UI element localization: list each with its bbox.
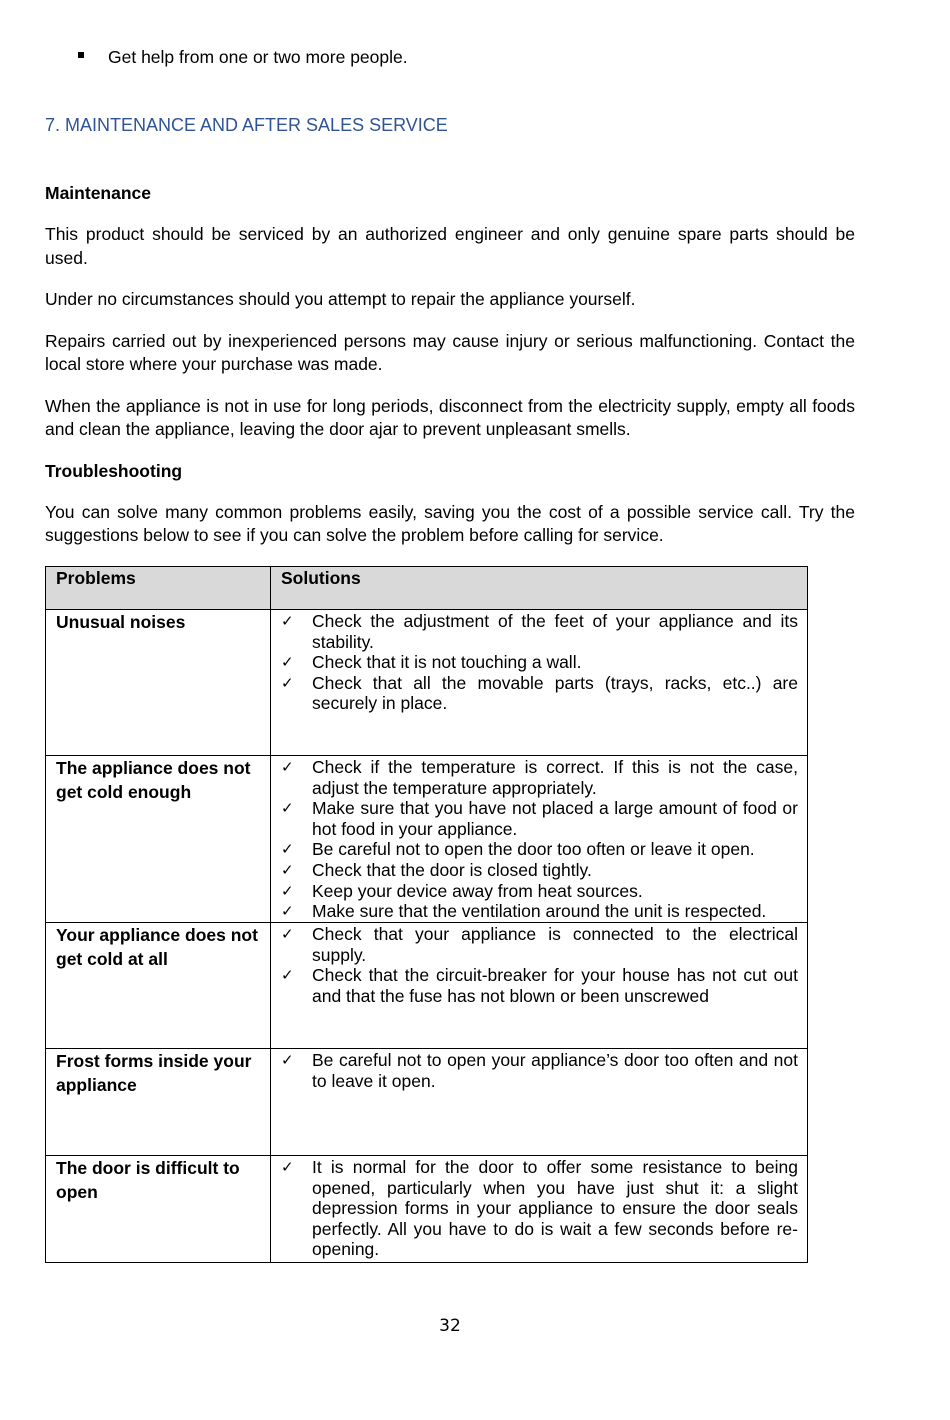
solution-item: ✓ Check that your appliance is connected to the electrical supply. (281, 924, 798, 965)
solution-item: ✓ Check if the temperature is correct. If this is not the case, adjust the temperature appropriately. (281, 757, 798, 798)
solution-item: ✓ Be careful not to open your appliance’s door too often and not to leave it open. (281, 1050, 798, 1091)
table-row (46, 610, 808, 756)
header-problems: Problems (46, 567, 271, 610)
header-solutions: Solutions (271, 567, 808, 610)
solution-item: ✓ Make sure that you have not placed a large amount of food or hot food in your appliance. (281, 798, 798, 839)
table-header-row (46, 567, 808, 610)
solution-item: ✓ Check that it is not touching a wall. (281, 652, 582, 673)
table-row (46, 1156, 808, 1263)
square-bullet-icon (78, 52, 84, 58)
check-icon: ✓ (281, 653, 294, 672)
solution-item: ✓ Make sure that the ventilation around the unit is respected. (281, 901, 767, 922)
solution-item: ✓ Check that the circuit-breaker for your house has not cut out and that the fuse has not blown or been unscrewed (281, 965, 798, 1006)
maintenance-heading: Maintenance (45, 183, 151, 203)
main-content (45, 182, 855, 566)
maintenance-paragraph: This product should be serviced by an authorized engineer and only genuine spare parts should be used. (45, 224, 855, 268)
solutions-list (271, 610, 807, 714)
check-icon: ✓ (281, 673, 294, 692)
solutions-cell (271, 1156, 808, 1263)
solution-item: ✓ It is normal for the door to offer some resistance to being opened, particularly when you have just shut it: a slight depression forms in your appliance to ensure the door seals perfectly. All you have to do is wait a few seconds before re-opening. (281, 1157, 798, 1260)
solutions-list (271, 923, 807, 1006)
check-icon: ✓ (281, 840, 294, 859)
troubleshooting-intro: You can solve many common problems easily, saving you the cost of a possible service call. Try the suggestions below to see if you can solve the problem before calling for service. (45, 501, 855, 545)
troubleshooting-table (45, 566, 808, 1263)
problem-cell: The door is difficult to open (46, 1156, 271, 1263)
check-icon: ✓ (281, 758, 294, 776)
solution-item: ✓ Check that the door is closed tightly. (281, 859, 592, 880)
top-bullet-item (78, 46, 408, 68)
problem-cell: The appliance does not get cold enough (46, 756, 271, 923)
check-icon: ✓ (281, 925, 294, 943)
check-icon: ✓ (281, 1051, 294, 1069)
check-icon: ✓ (281, 799, 294, 818)
top-bullet-text: Get help from one or two more people. (108, 47, 408, 67)
check-icon: ✓ (281, 881, 294, 900)
problem-cell: Frost forms inside your appliance (46, 1049, 271, 1156)
maintenance-paragraph: Repairs carried out by inexperienced persons may cause injury or serious malfunctioning. Contact the local store where your purchase was made. (45, 330, 855, 374)
check-icon: ✓ (281, 860, 294, 879)
solution-item: ✓ Check that all the movable parts (trays, racks, etc..) are securely in place. (281, 672, 798, 714)
solution-item: ✓ Check the adjustment of the feet of your appliance and its stability. (281, 611, 798, 652)
check-icon: ✓ (281, 902, 294, 921)
solutions-list (271, 756, 807, 922)
solutions-cell (271, 923, 808, 1049)
check-icon: ✓ (281, 612, 294, 630)
solutions-list (271, 1049, 807, 1091)
solutions-cell (271, 1049, 808, 1156)
solution-item: ✓ Be careful not to open the door too often or leave it open. (281, 839, 755, 860)
solutions-list (271, 1156, 807, 1260)
problem-cell: Your appliance does not get cold at all (46, 923, 271, 1049)
problem-cell: Unusual noises (46, 610, 271, 756)
maintenance-paragraph: When the appliance is not in use for long periods, disconnect from the electricity supply, empty all foods and clean the appliance, leaving the door ajar to prevent unpleasant smells. (45, 395, 855, 439)
page-number: 32 (439, 1316, 461, 1336)
solutions-cell (271, 756, 808, 923)
troubleshooting-heading: Troubleshooting (45, 460, 183, 481)
section-title: 7. MAINTENANCE AND AFTER SALES SERVICE (45, 115, 448, 135)
table-row (46, 1049, 808, 1156)
check-icon: ✓ (281, 966, 294, 985)
table-row (46, 756, 808, 923)
maintenance-paragraph: Under no circumstances should you attempt to repair the appliance yourself. (45, 289, 636, 309)
solution-item: ✓ Keep your device away from heat sources. (281, 880, 643, 901)
table-row (46, 923, 808, 1049)
solutions-cell (271, 610, 808, 756)
check-icon: ✓ (281, 1158, 294, 1176)
